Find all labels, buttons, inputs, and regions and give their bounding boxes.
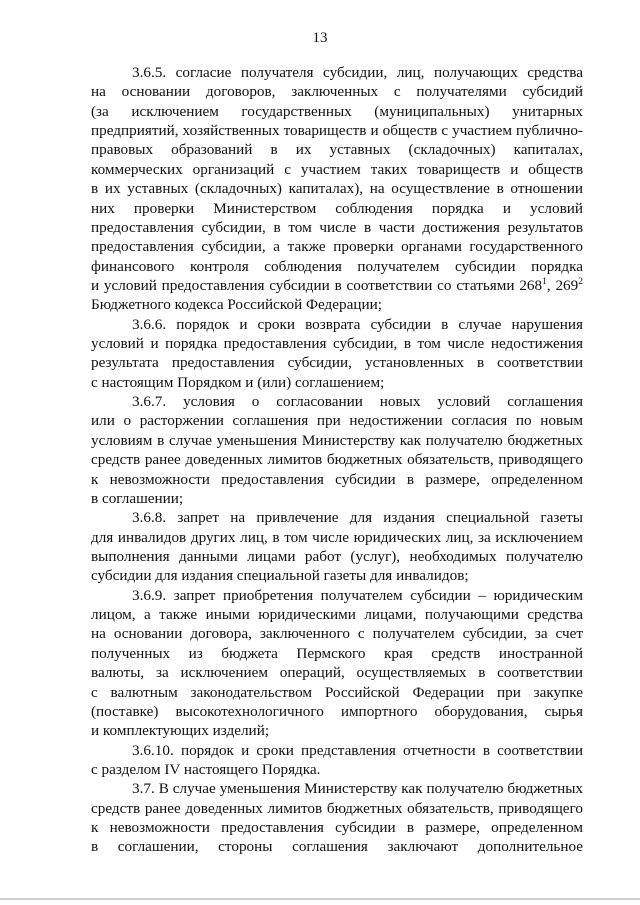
text-line xyxy=(91,450,583,469)
text-line xyxy=(91,566,583,585)
text-line xyxy=(91,353,583,372)
document-body xyxy=(91,63,583,857)
text-line-content: в их уставных (складочных) капиталах), на осуществление в отношении xyxy=(91,180,583,198)
text-line-content: 3.6.7. условия о согласовании новых условий соглашения xyxy=(132,393,583,411)
text-line xyxy=(91,121,583,140)
text-line xyxy=(91,605,583,624)
text-line-content: средств ранее доведенных лимитов бюджетных обязательств, приводящего xyxy=(91,451,583,469)
text-line xyxy=(91,508,583,527)
text-line-content: 3.6.6. порядок и сроки возврата субсидии в случае нарушения xyxy=(132,315,583,333)
text-line xyxy=(91,663,583,682)
text-line xyxy=(91,741,583,760)
text-line xyxy=(91,102,583,121)
text-line xyxy=(91,470,583,489)
text-line-content: предоставления субсидии, а также проверки органами государственного xyxy=(91,238,583,256)
text-line xyxy=(91,818,583,837)
text-line-content: Бюджетного кодекса Российской Федерации; xyxy=(91,296,382,314)
text-line-content: в соглашении, стороны соглашения заключают дополнительное xyxy=(91,838,583,856)
superscript: 1 xyxy=(542,276,547,287)
text-line xyxy=(91,431,583,450)
text-line xyxy=(91,140,583,159)
text-line-content: к невозможности предоставления субсидии в размере, определенном xyxy=(91,819,583,837)
text-line xyxy=(91,702,583,721)
text-line-content: 3.6.5. согласие получателя субсидии, лиц, получающих средства xyxy=(132,64,583,81)
text-line-content: коммерческих организаций с участием таких товариществ и обществ xyxy=(91,160,583,178)
text-line-content: результата предоставления субсидии, установленных в соответствии xyxy=(91,354,583,372)
superscript: 2 xyxy=(578,276,583,287)
page-number: 13 xyxy=(312,30,328,46)
text-line-content: предоставления субсидии, в том числе в части достижения результатов xyxy=(91,218,583,236)
text-line xyxy=(91,179,583,198)
text-line-content: для инвалидов других лиц, в том числе юридических лиц, за исключением xyxy=(91,528,583,546)
text-line xyxy=(91,489,583,508)
text-line-content: (за исключением государственных (муниципальных) унитарных xyxy=(91,102,583,120)
text-line-content: лицом, а также иными юридическими лицами, получающими средства xyxy=(91,606,583,624)
text-line xyxy=(91,334,583,353)
text-line xyxy=(91,721,583,740)
text-line-content: 3.6.10. порядок и сроки представления отчетности в соответствии xyxy=(132,741,583,759)
text-line-content: субсидии для издания специальной газеты для инвалидов; xyxy=(91,567,469,585)
text-line xyxy=(91,547,583,566)
text-line xyxy=(91,63,583,82)
text-line xyxy=(91,683,583,702)
text-line-content: в соглашении; xyxy=(91,489,184,507)
text-line-content: , 269 xyxy=(546,276,579,294)
text-line-content: к невозможности предоставления субсидии в размере, определенном xyxy=(91,470,583,488)
text-line xyxy=(91,315,583,334)
text-line-content: с настоящим Порядком и (или) соглашением; xyxy=(91,373,385,391)
text-line-content: с валютным законодательством Российской Федерации при закупке xyxy=(91,683,583,701)
text-line-content: условиям в случае уменьшения Министерству как получателю бюджетных xyxy=(91,431,583,449)
page-bottom-edge xyxy=(0,898,640,900)
text-line-content: или о расторжении соглашения при недостижении согласия по новым xyxy=(91,412,583,430)
text-line-content: полученных из бюджета Пермского края средств иностранной xyxy=(91,644,583,662)
text-line xyxy=(91,779,583,798)
text-line-content: и комплектующих изделий; xyxy=(91,722,270,740)
text-line-content: предприятий, хозяйственных товариществ и обществ с участием публично- xyxy=(91,122,583,140)
text-line-content: условий и порядка предоставления субсидии, в том числе недостижения xyxy=(91,335,583,353)
text-line-content: выполнения данными лицами работ (услуг), необходимых получателю xyxy=(91,547,583,565)
text-line xyxy=(91,392,583,411)
text-line xyxy=(91,82,583,101)
text-line xyxy=(91,586,583,605)
text-line xyxy=(91,624,583,643)
text-line-content: на основании договоров, заключенных с получателями субсидий xyxy=(91,83,583,101)
text-line-content: 3.6.8. запрет на привлечение для издания специальной газеты xyxy=(132,509,583,527)
text-line xyxy=(91,373,583,392)
text-line xyxy=(91,295,583,314)
text-line-content: и условий предоставления субсидии в соответствии со статьями 268 xyxy=(91,276,543,294)
text-line xyxy=(91,160,583,179)
text-line-content: 3.7. В случае уменьшения Министерству как получателю бюджетных xyxy=(132,780,583,798)
text-line xyxy=(91,199,583,218)
text-line xyxy=(91,799,583,818)
text-line-content: (поставке) высокотехнологичного импортного оборудования, сырья xyxy=(91,702,583,720)
text-line-content: на основании договора, заключенного с получателем субсидии, за счет xyxy=(91,625,583,643)
text-line-content: 3.6.9. запрет приобретения получателем субсидии – юридическим xyxy=(132,586,583,604)
text-line xyxy=(91,760,583,779)
text-line-content: них проверки Министерством соблюдения порядка и условий xyxy=(91,199,583,217)
text-line xyxy=(91,528,583,547)
text-line xyxy=(91,218,583,237)
text-line xyxy=(91,276,583,295)
text-line xyxy=(91,644,583,663)
text-line-content: правовых образований в их уставных (складочных) капиталах, xyxy=(91,141,583,159)
text-line xyxy=(91,837,583,856)
text-line-content: с разделом IV настоящего Порядка. xyxy=(91,760,321,778)
text-line-content: средств ранее доведенных лимитов бюджетных обязательств, приводящего xyxy=(91,799,583,817)
text-line-content: валюты, за исключением операций, осуществляемых в соответствии xyxy=(91,664,583,682)
text-line-content: финансового контроля соблюдения получателем субсидии порядка xyxy=(91,257,583,275)
text-line xyxy=(91,237,583,256)
text-line xyxy=(91,257,583,276)
text-line xyxy=(91,411,583,430)
